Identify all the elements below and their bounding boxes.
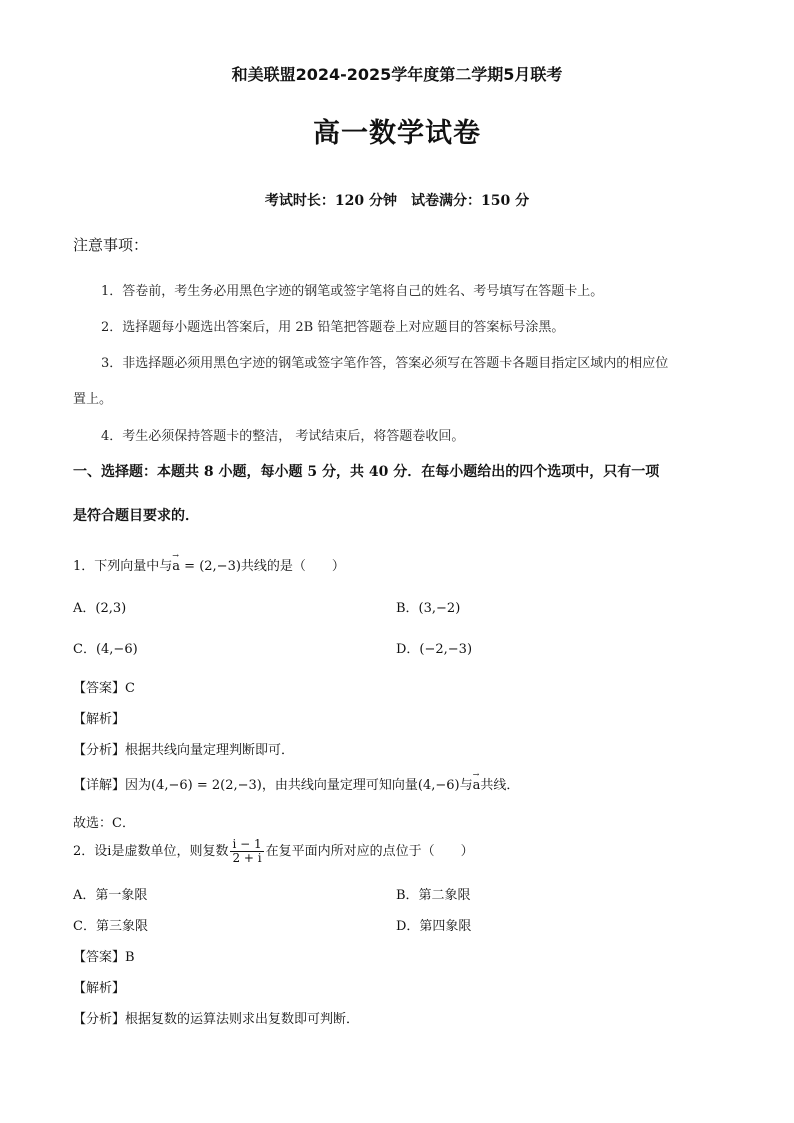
q2-stem-suffix: 在复平面内所对应的点位于（ ） — [265, 844, 474, 860]
notice-item-4: 4．考生必须保持答题卡的整洁， 考试结束后，将答题卷收回。 — [101, 429, 465, 444]
q1-option-c: C．(4,−6) — [73, 642, 138, 657]
q2-analysis-label: 【解析】 — [73, 981, 126, 996]
q1-detail-mid: ，由共线向量定理可知向量 — [261, 778, 418, 793]
q2-fraction-denominator: 2 + i — [232, 851, 262, 866]
q1-stem-prefix: 1．下列向量中与 — [73, 559, 173, 574]
q2-option-d: D．第四象限 — [396, 919, 472, 934]
exam-info — [0, 190, 794, 210]
q1-answer: 【答案】C — [73, 681, 135, 696]
notice-item-3-cont: 置上。 — [73, 392, 113, 407]
exam-title: 高一数学试卷 — [313, 118, 481, 149]
q2-stem — [73, 838, 474, 865]
q1-option-d: D．(−2,−3) — [396, 642, 473, 657]
q1-detail-suffix: 共线． — [480, 778, 520, 793]
q2-fraction — [230, 838, 263, 865]
q1-stem-suffix: 共线的是（ ） — [240, 559, 345, 574]
q1-option-b: B．(3,−2) — [396, 601, 461, 616]
q1-detail-expr2: (4,−6) — [417, 778, 460, 793]
q1-vector-expr: = (2,−3) — [180, 559, 241, 574]
q2-stem-mid: 是虚数单位，则复数 — [111, 844, 229, 860]
exam-duration: 考试时长：120 分钟 — [264, 193, 397, 209]
q2-analysis: 【分析】根据复数的运算法则求出复数即可判断． — [73, 1012, 360, 1027]
q1-vector-a: → a — [172, 559, 180, 574]
exam-header: 和美联盟2024-2025学年度第二学期5月联考 — [231, 65, 563, 84]
q2-option-c: C．第三象限 — [73, 919, 148, 934]
q1-stem — [73, 555, 345, 574]
q1-detail-vector-a: → a — [473, 778, 481, 793]
q1-analysis: 【分析】根据共线向量定理判断即可． — [73, 743, 295, 758]
section1-heading-line2: 是符合题目要求的． — [73, 508, 199, 524]
notice-item-3: 3．非选择题必须用黑色字迹的钢笔或签字笔作答，答案必须写在答题卡各题目指定区域内的相应位 — [101, 356, 669, 371]
notice-item-2: 2．选择题每小题选出答案后，用 2B 铅笔把答题卷上对应题目的答案标号涂黑。 — [101, 320, 565, 335]
q1-detail-expr: (4,−6) = 2(2,−3) — [151, 778, 262, 793]
section1-heading-line1: 一、选择题：本题共 8 小题，每小题 5 分，共 40 分．在每小题给出的四个选项中，只有一项 — [73, 464, 660, 480]
q2-answer: 【答案】B — [73, 950, 135, 965]
q2-option-a: A．第一象限 — [73, 888, 148, 903]
q1-option-a: A．(2,3) — [73, 601, 127, 616]
q1-detail — [73, 774, 519, 793]
q1-detail-with: 与 — [459, 778, 473, 793]
q1-detail-prefix: 【详解】因为 — [73, 778, 152, 793]
q2-stem-i: i — [107, 844, 112, 860]
q2-fraction-numerator: i − 1 — [232, 837, 262, 851]
q1-conclusion: 故选：C． — [73, 816, 135, 831]
q2-option-b: B．第二象限 — [396, 888, 471, 903]
q2-stem-prefix: 2．设 — [73, 844, 108, 860]
exam-full-score: 试卷满分：150 分 — [411, 193, 530, 209]
notice-title: 注意事项： — [73, 236, 149, 254]
notice-item-1: 1．答卷前，考生务必用黑色字迹的钢笔或签字笔将自己的姓名、考号填写在答题卡上。 — [101, 284, 604, 299]
q1-analysis-label: 【解析】 — [73, 712, 126, 727]
